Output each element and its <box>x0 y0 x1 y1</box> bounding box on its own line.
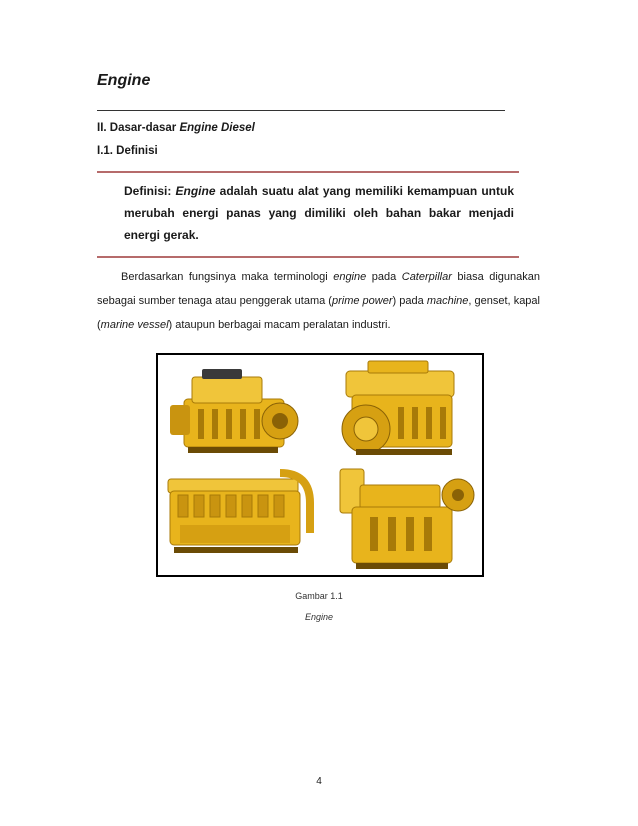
paragraph-text: pada <box>366 271 402 283</box>
definition-label: Definisi: <box>124 184 176 198</box>
paragraph-emphasis: prime power <box>331 295 393 307</box>
engine-image-3 <box>160 463 320 573</box>
header-divider <box>97 110 505 111</box>
paragraph-emphasis: marine vessel <box>100 319 169 331</box>
figure-caption-title: Engine <box>304 612 334 622</box>
engine-figure <box>156 353 484 577</box>
body-paragraph <box>97 265 540 337</box>
definition-box <box>124 180 514 246</box>
paragraph-emphasis: Caterpillar <box>401 271 452 283</box>
paragraph-text: ) ataupun berbagai macam peralatan industri. <box>168 319 391 331</box>
engine-image-1 <box>162 359 312 463</box>
paragraph-emphasis: engine <box>333 271 367 283</box>
engine-image-2 <box>328 357 478 463</box>
paragraph-text: , genset, kapal ( <box>97 295 540 331</box>
engine-image-4 <box>330 463 480 573</box>
chapter-heading <box>97 122 255 134</box>
subsection-heading: I.1. Definisi <box>97 145 158 157</box>
paragraph-text: Berdasarkan fungsinya maka terminologi <box>121 271 334 283</box>
chapter-heading-prefix: II. Dasar-dasar <box>97 122 180 134</box>
page-number: 4 <box>316 776 322 787</box>
definition-term: Engine <box>175 184 216 198</box>
paragraph-text: biasa digunakan sebagai sumber tenaga atau penggerak utama ( <box>97 271 540 307</box>
chapter-heading-emphasis: Engine Diesel <box>179 122 255 134</box>
figure-caption-number: Gambar 1.1 <box>295 591 343 601</box>
document-header-title: Engine <box>97 72 151 89</box>
paragraph-text: ) pada <box>392 295 427 307</box>
paragraph-emphasis: machine <box>426 295 469 307</box>
definition-text: adalah suatu alat yang memiliki kemampuan untuk merubah energi panas yang dimiliki oleh bahan bakar menjadi energi gerak. <box>124 184 514 242</box>
definition-top-rule <box>97 171 519 173</box>
definition-bottom-rule <box>97 256 519 258</box>
